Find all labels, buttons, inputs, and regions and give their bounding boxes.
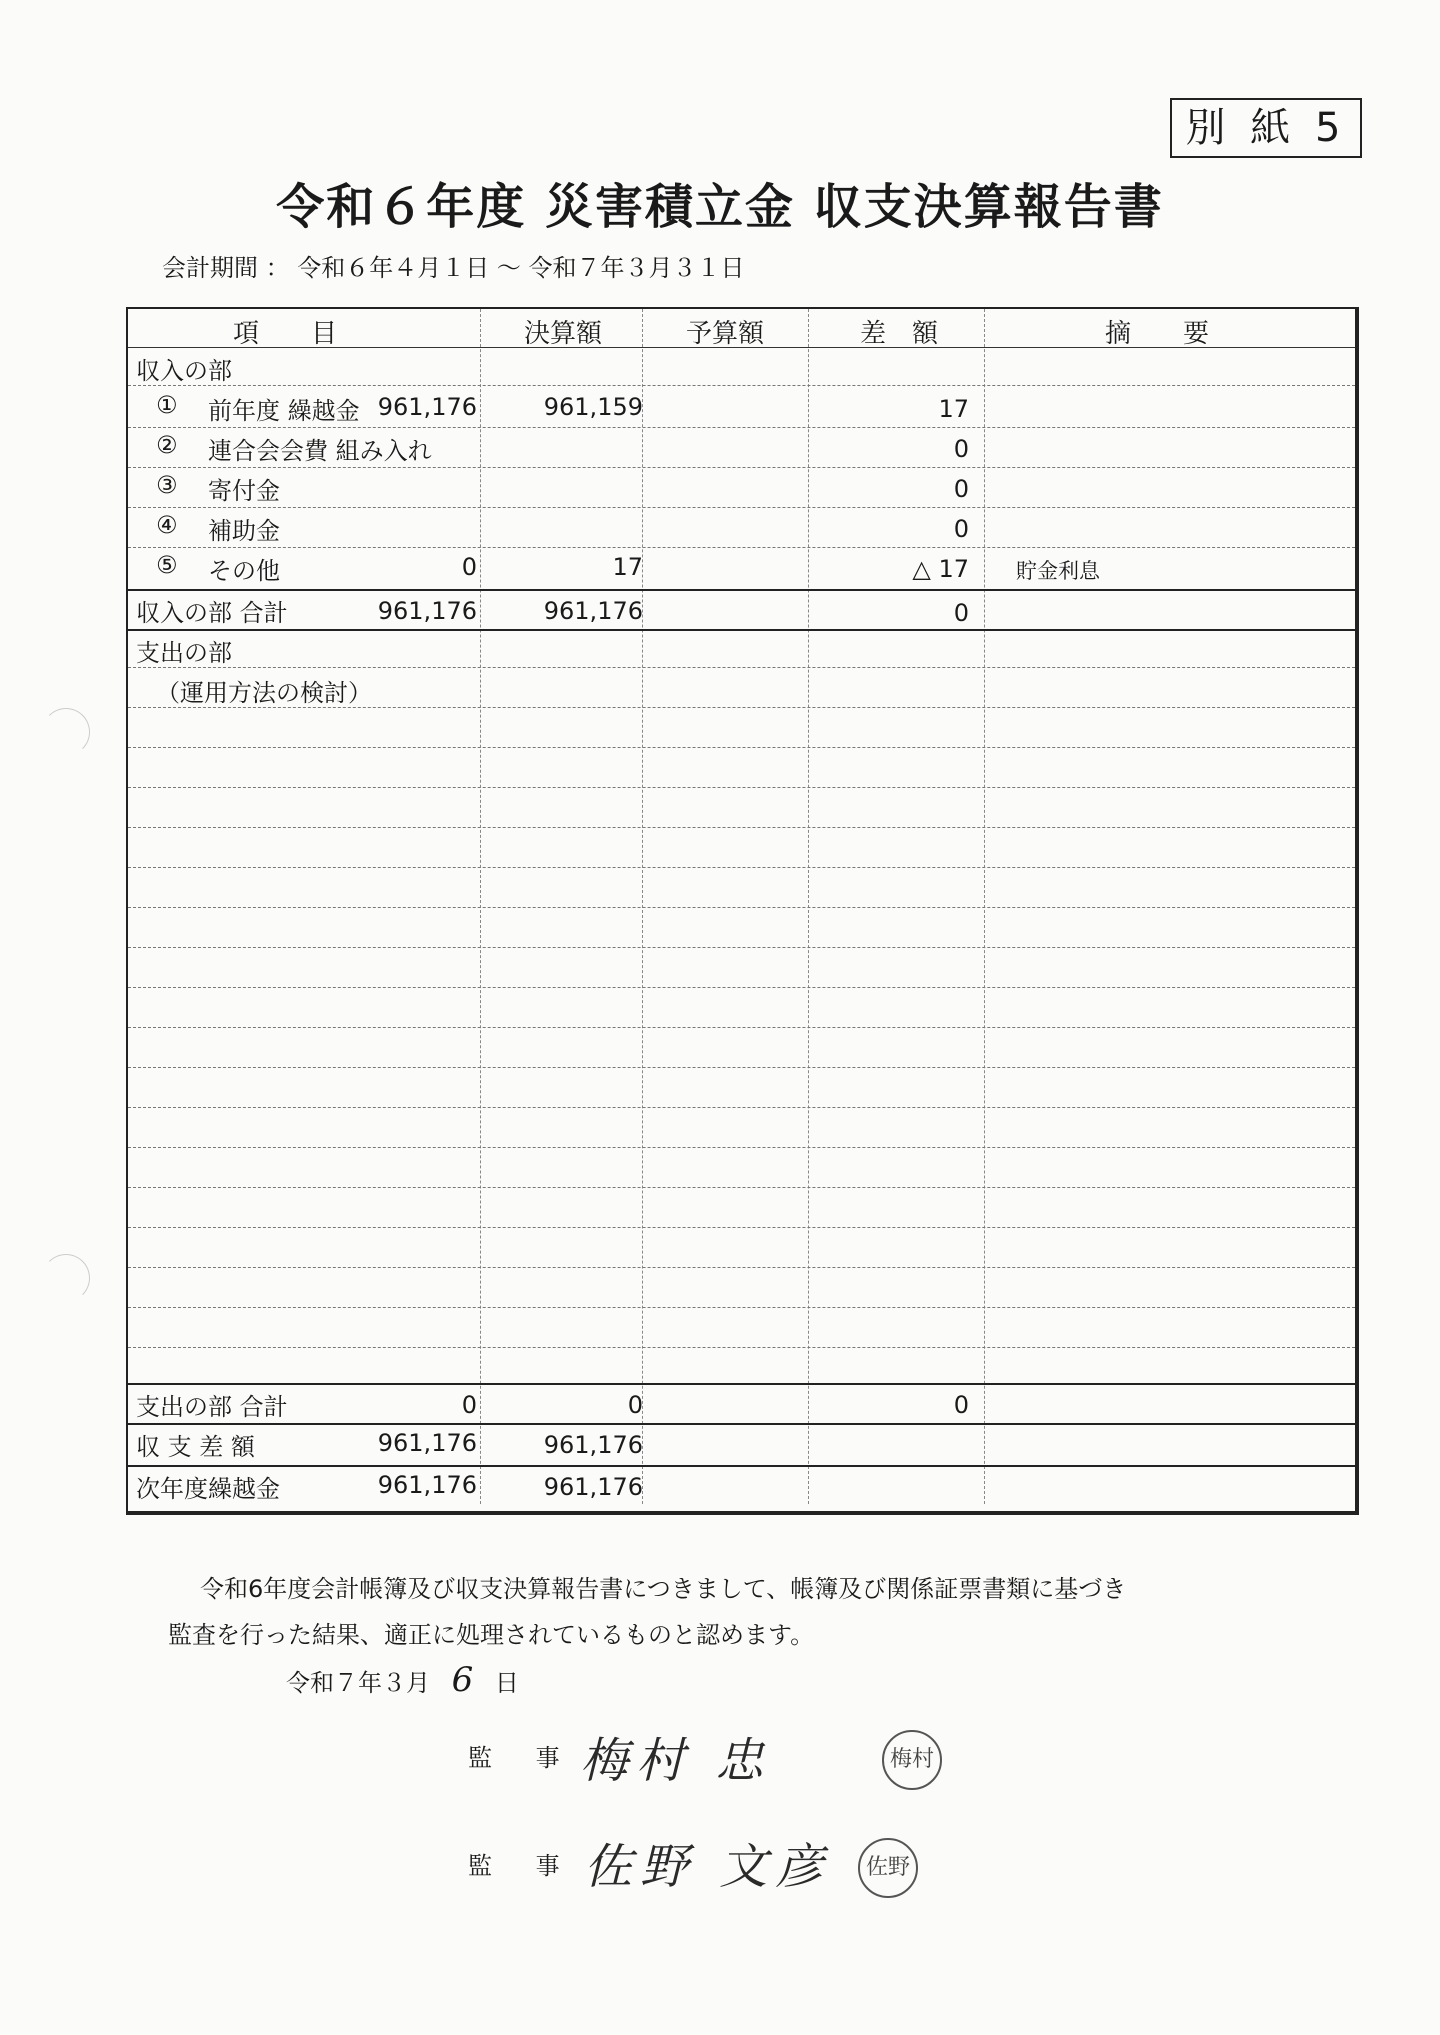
header-note: 摘 要 (1105, 319, 1210, 349)
settlement-table (126, 307, 1359, 1515)
certification-line: 令和6年度会計帳簿及び収支決算報告書につきまして、帳簿及び関係証票書類に基づき (200, 1575, 1127, 1603)
income-section-label: 収入の部 (136, 357, 232, 385)
date-suffix: 日 (494, 1669, 519, 1697)
auditor-1-seal: 梅村 (882, 1730, 942, 1790)
income-row-actual: 0 (461, 553, 477, 581)
income-total-label: 収入の部 合計 (136, 599, 288, 627)
expense-total-actual: 0 (461, 1391, 477, 1419)
header-budget: 予算額 (686, 319, 765, 349)
certification-text (168, 1566, 1126, 1658)
income-row-diff: △ 17 (912, 555, 969, 583)
income-row-diff: 0 (953, 515, 969, 543)
header-diff: 差 額 (860, 319, 939, 349)
punch-hole-top (42, 708, 90, 756)
income-row-diff: 17 (938, 395, 969, 423)
income-row-item: 寄付金 (208, 477, 280, 505)
income-row-budget: 961,159 (543, 393, 643, 421)
income-row-number: ⑤ (156, 551, 178, 579)
header-actual: 決算額 (524, 319, 603, 349)
certification-line: 監査を行った結果、適正に処理されているものと認めます。 (168, 1621, 815, 1649)
auditor-1-signature: 梅村 忠 (580, 1733, 772, 1789)
income-row-item: 補助金 (208, 517, 280, 545)
income-row-budget: 17 (612, 553, 643, 581)
income-row-diff: 0 (953, 475, 969, 503)
audit-date (286, 1660, 519, 1700)
auditor-2-signature: 佐野 文彦 (584, 1839, 832, 1895)
balance-budget: 961,176 (543, 1431, 643, 1459)
income-row-diff: 0 (953, 435, 969, 463)
auditor-2 (468, 1846, 578, 1881)
carryover-actual: 961,176 (377, 1471, 477, 1499)
income-row-number: ③ (156, 471, 178, 499)
balance-actual: 961,176 (377, 1429, 477, 1457)
date-prefix: 令和７年３月 (286, 1669, 430, 1697)
expense-total-label: 支出の部 合計 (136, 1393, 288, 1421)
auditor-1 (468, 1738, 578, 1773)
punch-hole-bottom (42, 1254, 90, 1302)
attachment-label: 別 紙 5 (1170, 98, 1362, 158)
carryover-label: 次年度繰越金 (136, 1475, 280, 1503)
balance-label: 収 支 差 額 (136, 1433, 255, 1461)
expense-note: （運用方法の検討） (156, 679, 372, 707)
income-row-item: 前年度 繰越金 (208, 397, 360, 425)
income-total-actual: 961,176 (377, 597, 477, 625)
auditor-label: 監 事 (468, 1744, 578, 1772)
income-row-number: ④ (156, 511, 178, 539)
income-row-number: ② (156, 431, 178, 459)
income-total-budget: 961,176 (543, 597, 643, 625)
accounting-period: 会計期間 ： 令和６年４月１日 〜 令和７年３月３１日 (162, 254, 745, 282)
expense-total-diff: 0 (953, 1391, 969, 1419)
income-row-item: その他 (208, 557, 280, 585)
income-row-number: ① (156, 391, 178, 419)
header-item: 項 目 (233, 319, 338, 349)
expense-total-budget: 0 (627, 1391, 643, 1419)
auditor-label: 監 事 (468, 1852, 578, 1880)
date-day-handwritten: 6 (451, 1660, 474, 1700)
income-row-item: 連合会会費 組み入れ (208, 437, 432, 465)
income-row-actual: 961,176 (377, 393, 477, 421)
carryover-budget: 961,176 (543, 1473, 643, 1501)
income-total-diff: 0 (953, 599, 969, 627)
auditor-2-seal: 佐野 (858, 1838, 918, 1898)
page-title: 令和６年度 災害積立金 収支決算報告書 (276, 179, 1164, 235)
expense-section-label: 支出の部 (136, 639, 232, 667)
income-row-note: 貯金利息 (1016, 559, 1100, 583)
